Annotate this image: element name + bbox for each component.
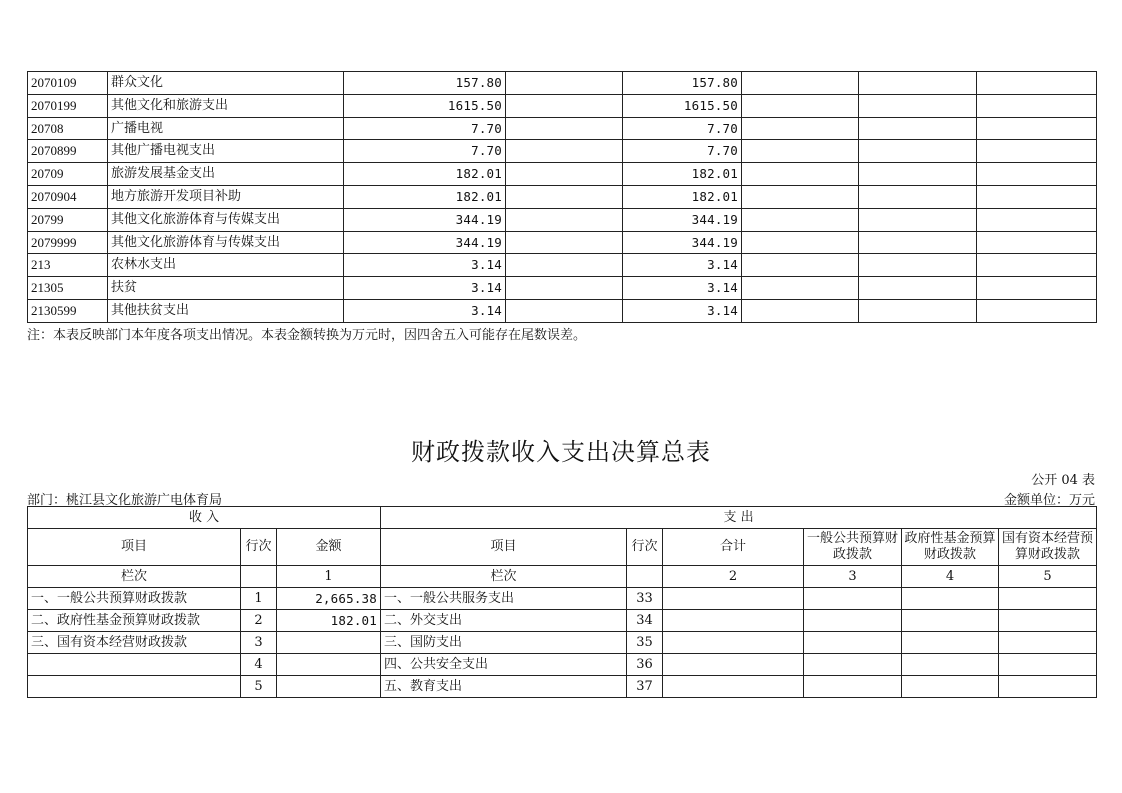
row-name: 其他文化和旅游支出 bbox=[108, 94, 344, 117]
income-row-no: 2 bbox=[241, 610, 277, 632]
section-header-row bbox=[28, 507, 1097, 529]
row-value: 344.19 bbox=[344, 208, 506, 231]
row-value bbox=[977, 231, 1097, 254]
expense-fund bbox=[902, 654, 999, 676]
row-name: 广播电视 bbox=[108, 117, 344, 140]
income-row-no: 1 bbox=[241, 588, 277, 610]
expense-total bbox=[663, 588, 804, 610]
header-state-capital: 国有资本经营预算财政拨款 bbox=[999, 529, 1097, 566]
row-code: 2130599 bbox=[28, 299, 108, 322]
income-amount: 182.01 bbox=[277, 610, 381, 632]
row-code: 2070109 bbox=[28, 72, 108, 95]
row-value: 3.14 bbox=[344, 277, 506, 300]
table-row bbox=[28, 208, 1097, 231]
table-row bbox=[28, 163, 1097, 186]
page-title: 财政拨款收入支出决算总表 bbox=[411, 438, 711, 466]
expense-item: 一、一般公共服务支出 bbox=[381, 588, 627, 610]
row-value: 182.01 bbox=[623, 185, 742, 208]
row-value bbox=[859, 117, 977, 140]
row-value bbox=[506, 208, 623, 231]
expense-row-no: 34 bbox=[627, 610, 663, 632]
column-number-row bbox=[28, 566, 1097, 588]
row-value bbox=[859, 185, 977, 208]
header-gov-fund: 政府性基金预算财政拨款 bbox=[902, 529, 999, 566]
table-row bbox=[28, 140, 1097, 163]
expense-total bbox=[663, 654, 804, 676]
expense-row-no: 37 bbox=[627, 676, 663, 698]
expense-fund bbox=[902, 588, 999, 610]
row-value bbox=[506, 299, 623, 322]
table-row bbox=[28, 72, 1097, 95]
row-value: 1615.50 bbox=[344, 94, 506, 117]
header-item: 项目 bbox=[28, 529, 241, 566]
row-code: 213 bbox=[28, 254, 108, 277]
department-label: 部门：桃江县文化旅游广电体育局 bbox=[27, 493, 223, 508]
row-value bbox=[506, 117, 623, 140]
header-exp-item: 项目 bbox=[381, 529, 627, 566]
table-row bbox=[28, 231, 1097, 254]
income-item bbox=[28, 676, 241, 698]
expense-total bbox=[663, 610, 804, 632]
row-value: 157.80 bbox=[623, 72, 742, 95]
expense-total bbox=[663, 676, 804, 698]
row-name: 其他文化旅游体育与传媒支出 bbox=[108, 231, 344, 254]
row-value bbox=[506, 163, 623, 186]
row-value bbox=[506, 231, 623, 254]
row-value bbox=[859, 277, 977, 300]
row-value bbox=[859, 208, 977, 231]
expense-fund bbox=[902, 610, 999, 632]
row-value bbox=[977, 72, 1097, 95]
expense-item: 二、外交支出 bbox=[381, 610, 627, 632]
row-code: 20708 bbox=[28, 117, 108, 140]
income-item: 二、政府性基金预算财政拨款 bbox=[28, 610, 241, 632]
row-value bbox=[859, 72, 977, 95]
row-name: 其他广播电视支出 bbox=[108, 140, 344, 163]
row-value: 7.70 bbox=[623, 117, 742, 140]
expense-state bbox=[999, 588, 1097, 610]
row-value: 7.70 bbox=[344, 140, 506, 163]
row-value bbox=[506, 277, 623, 300]
row-value bbox=[859, 163, 977, 186]
expense-fund bbox=[902, 676, 999, 698]
header-general-budget: 一般公共预算财政拨款 bbox=[804, 529, 902, 566]
table-row bbox=[28, 588, 1097, 610]
table-note: 注：本表反映部门本年度各项支出情况。本表金额转换为万元时，因四舍五入可能存在尾数误差。 bbox=[27, 328, 587, 343]
col-num-4: 4 bbox=[902, 566, 999, 588]
expense-item: 五、教育支出 bbox=[381, 676, 627, 698]
expense-state bbox=[999, 632, 1097, 654]
row-value: 344.19 bbox=[623, 231, 742, 254]
row-value bbox=[977, 94, 1097, 117]
amount-unit-label: 金额单位：万元 bbox=[1003, 493, 1095, 508]
row-value: 3.14 bbox=[623, 277, 742, 300]
header-exp-row-no: 行次 bbox=[627, 529, 663, 566]
row-code: 21305 bbox=[28, 277, 108, 300]
income-row-no: 5 bbox=[241, 676, 277, 698]
income-row-no: 3 bbox=[241, 632, 277, 654]
row-value: 3.14 bbox=[344, 299, 506, 322]
row-value bbox=[977, 208, 1097, 231]
row-value bbox=[742, 185, 859, 208]
row-name: 地方旅游开发项目补助 bbox=[108, 185, 344, 208]
expense-general bbox=[804, 588, 902, 610]
row-value bbox=[742, 254, 859, 277]
table-row bbox=[28, 254, 1097, 277]
expense-header: 支 出 bbox=[381, 507, 1097, 529]
expense-total bbox=[663, 632, 804, 654]
row-value: 7.70 bbox=[623, 140, 742, 163]
row-value bbox=[859, 254, 977, 277]
row-value: 182.01 bbox=[344, 163, 506, 186]
row-value bbox=[742, 299, 859, 322]
col-num-3: 3 bbox=[804, 566, 902, 588]
col-empty bbox=[241, 566, 277, 588]
expense-item: 四、公共安全支出 bbox=[381, 654, 627, 676]
col-exp-label: 栏次 bbox=[381, 566, 627, 588]
row-value bbox=[977, 185, 1097, 208]
col-num-1: 1 bbox=[277, 566, 381, 588]
fiscal-summary-table bbox=[27, 506, 1097, 698]
row-value bbox=[506, 140, 623, 163]
row-code: 2070904 bbox=[28, 185, 108, 208]
row-value: 3.14 bbox=[623, 254, 742, 277]
row-code: 20709 bbox=[28, 163, 108, 186]
expense-row-no: 36 bbox=[627, 654, 663, 676]
expense-general bbox=[804, 610, 902, 632]
income-amount bbox=[277, 632, 381, 654]
row-code: 2070199 bbox=[28, 94, 108, 117]
row-value bbox=[742, 140, 859, 163]
table-row bbox=[28, 185, 1097, 208]
row-value bbox=[977, 277, 1097, 300]
income-header: 收 入 bbox=[28, 507, 381, 529]
table-row bbox=[28, 676, 1097, 698]
header-amount: 金额 bbox=[277, 529, 381, 566]
row-name: 其他文化旅游体育与传媒支出 bbox=[108, 208, 344, 231]
header-total: 合计 bbox=[663, 529, 804, 566]
row-value bbox=[506, 94, 623, 117]
row-name: 扶贫 bbox=[108, 277, 344, 300]
expense-row-no: 35 bbox=[627, 632, 663, 654]
income-amount bbox=[277, 654, 381, 676]
row-value bbox=[742, 72, 859, 95]
income-item bbox=[28, 654, 241, 676]
row-value bbox=[977, 140, 1097, 163]
row-value bbox=[742, 231, 859, 254]
row-value bbox=[742, 163, 859, 186]
table-row bbox=[28, 94, 1097, 117]
row-name: 农林水支出 bbox=[108, 254, 344, 277]
row-code: 2070899 bbox=[28, 140, 108, 163]
expense-row-no: 33 bbox=[627, 588, 663, 610]
row-value bbox=[977, 299, 1097, 322]
expense-detail-table bbox=[27, 71, 1097, 323]
table-row bbox=[28, 610, 1097, 632]
row-value bbox=[742, 208, 859, 231]
table-row bbox=[28, 654, 1097, 676]
income-row-no: 4 bbox=[241, 654, 277, 676]
row-value: 344.19 bbox=[623, 208, 742, 231]
row-name: 旅游发展基金支出 bbox=[108, 163, 344, 186]
table-row bbox=[28, 632, 1097, 654]
expense-state bbox=[999, 654, 1097, 676]
col-label: 栏次 bbox=[28, 566, 241, 588]
table-row bbox=[28, 277, 1097, 300]
row-value: 3.14 bbox=[623, 299, 742, 322]
row-value bbox=[977, 163, 1097, 186]
table-row bbox=[28, 299, 1097, 322]
expense-general bbox=[804, 654, 902, 676]
row-value bbox=[506, 72, 623, 95]
row-value bbox=[859, 299, 977, 322]
row-value bbox=[506, 185, 623, 208]
expense-state bbox=[999, 676, 1097, 698]
row-value: 1615.50 bbox=[623, 94, 742, 117]
row-value: 7.70 bbox=[344, 117, 506, 140]
row-value bbox=[742, 277, 859, 300]
row-value bbox=[859, 231, 977, 254]
header-row-no: 行次 bbox=[241, 529, 277, 566]
income-item: 三、国有资本经营财政拨款 bbox=[28, 632, 241, 654]
row-value bbox=[859, 140, 977, 163]
row-value bbox=[859, 94, 977, 117]
expense-item: 三、国防支出 bbox=[381, 632, 627, 654]
row-value: 157.80 bbox=[344, 72, 506, 95]
table-row bbox=[28, 117, 1097, 140]
form-number: 公开 04 表 bbox=[1031, 473, 1095, 488]
column-header-row bbox=[28, 529, 1097, 566]
row-value: 344.19 bbox=[344, 231, 506, 254]
expense-general bbox=[804, 676, 902, 698]
row-value bbox=[977, 117, 1097, 140]
row-value bbox=[742, 94, 859, 117]
income-item: 一、一般公共预算财政拨款 bbox=[28, 588, 241, 610]
col-num-5: 5 bbox=[999, 566, 1097, 588]
row-code: 2079999 bbox=[28, 231, 108, 254]
row-value bbox=[742, 117, 859, 140]
row-code: 20799 bbox=[28, 208, 108, 231]
row-value bbox=[506, 254, 623, 277]
row-name: 其他扶贫支出 bbox=[108, 299, 344, 322]
row-value: 182.01 bbox=[344, 185, 506, 208]
col-num-2: 2 bbox=[663, 566, 804, 588]
expense-general bbox=[804, 632, 902, 654]
income-amount bbox=[277, 676, 381, 698]
expense-fund bbox=[902, 632, 999, 654]
row-name: 群众文化 bbox=[108, 72, 344, 95]
expense-state bbox=[999, 610, 1097, 632]
col-empty bbox=[627, 566, 663, 588]
row-value: 3.14 bbox=[344, 254, 506, 277]
row-value: 182.01 bbox=[623, 163, 742, 186]
row-value bbox=[977, 254, 1097, 277]
income-amount: 2,665.38 bbox=[277, 588, 381, 610]
